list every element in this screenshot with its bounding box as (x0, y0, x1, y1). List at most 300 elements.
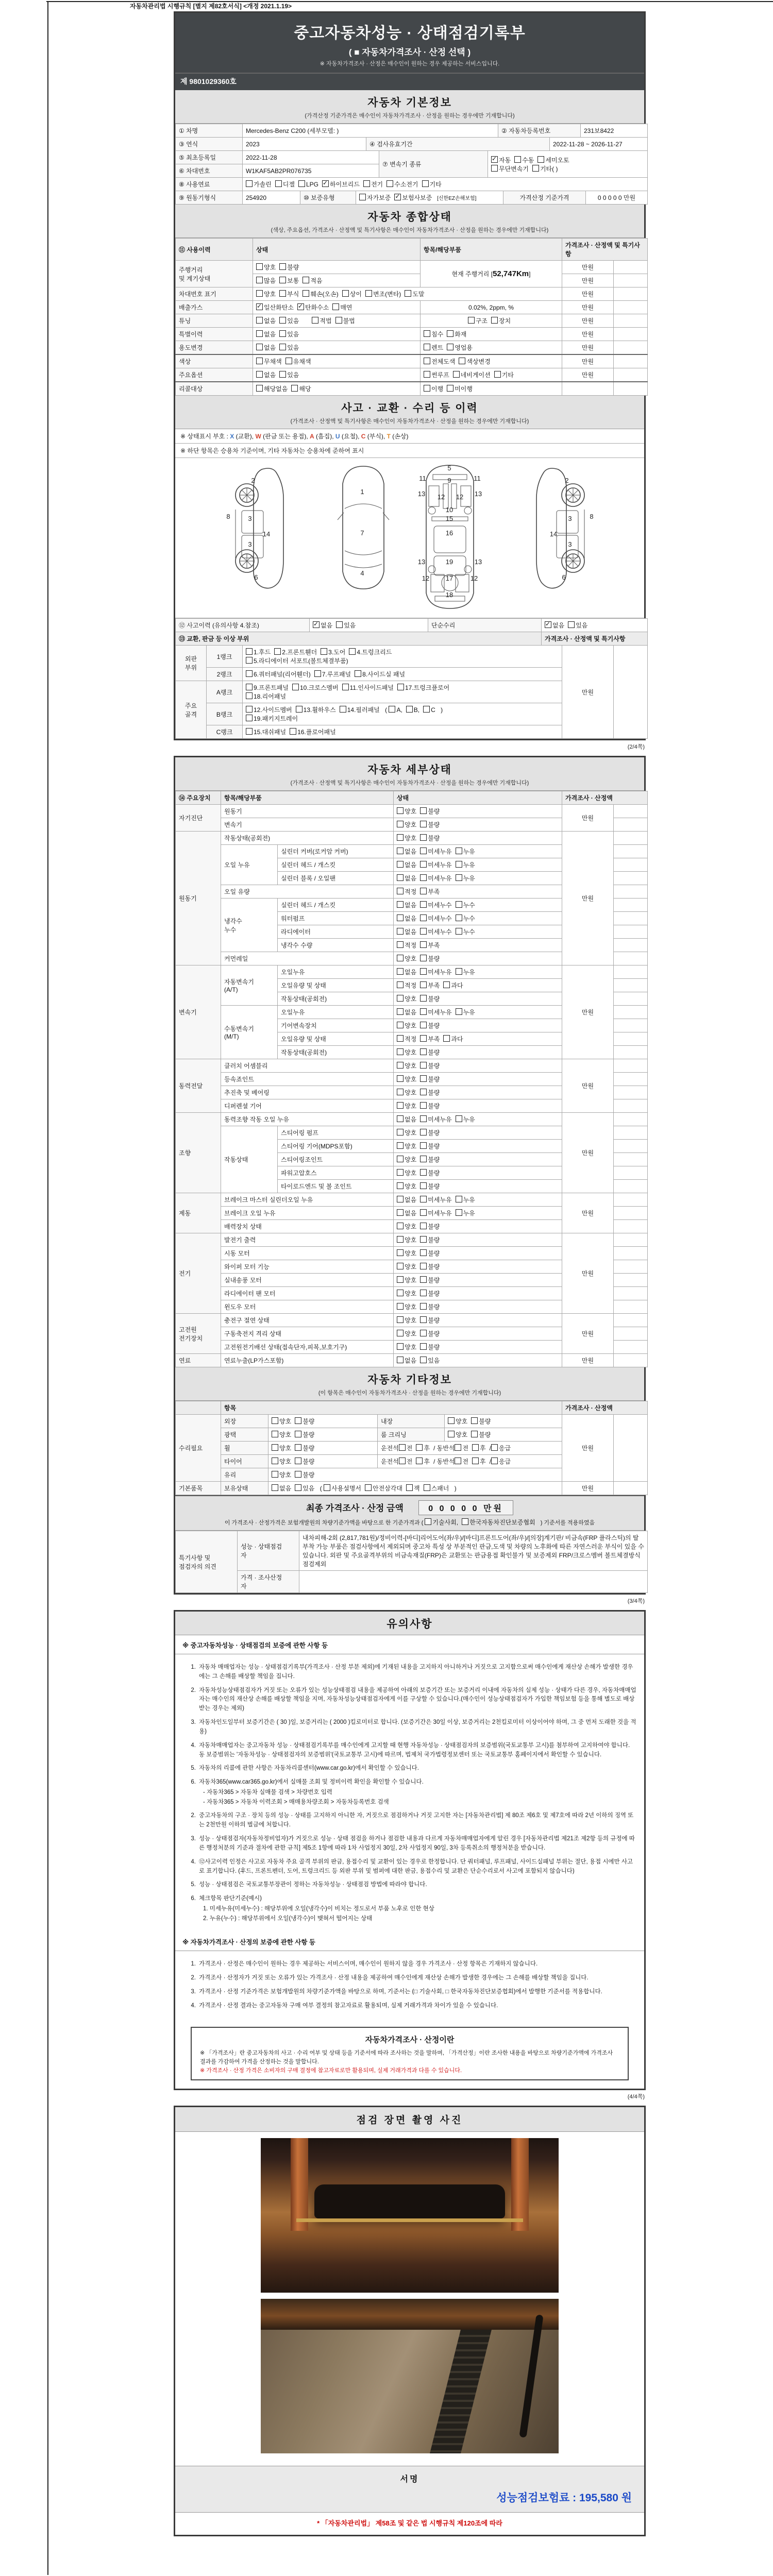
checkbox-불량[interactable] (420, 1142, 440, 1150)
section-basic-subtitle: (가격산정 기준가격은 매수인이 자동차가격조사 · 산정을 원하는 경우에만 기재합니다) (305, 113, 515, 119)
checkbox-label: 있음 (344, 622, 356, 629)
checkbox-양호[interactable] (397, 1222, 416, 1231)
checkbox-응급[interactable] (491, 1444, 511, 1452)
checkbox-양호[interactable] (397, 1262, 416, 1271)
checkbox-불량[interactable] (420, 834, 440, 842)
cell: 냉각수 수량 (278, 939, 394, 952)
checkbox-box-icon (386, 180, 393, 187)
checkbox-box-icon (420, 1236, 427, 1243)
checkbox-양호[interactable] (448, 1417, 467, 1426)
checkbox-전체도색[interactable] (424, 357, 455, 366)
checkbox-전[interactable] (455, 1444, 468, 1452)
checkbox-불량[interactable] (420, 820, 440, 829)
checkbox-보통[interactable] (279, 276, 299, 285)
checkbox-미세누수[interactable] (420, 901, 451, 909)
checkbox-label: C (431, 706, 435, 714)
checkbox-미세누유[interactable] (420, 860, 451, 869)
checkbox-이행[interactable] (424, 384, 443, 393)
checkbox-양호[interactable] (397, 834, 416, 842)
checkbox-label: 없음 (405, 861, 417, 869)
checkbox-label: 없음 (405, 902, 417, 909)
checkbox-누유[interactable] (456, 1115, 475, 1124)
checkbox-18.리어패널[interactable] (246, 692, 286, 701)
checkbox-적정[interactable] (397, 941, 416, 950)
checkbox-label: 미세누유 (428, 969, 452, 976)
checkbox-적법[interactable] (312, 316, 331, 325)
checkbox-후[interactable] (416, 1457, 430, 1466)
checkbox-기술사회[interactable]: 기술사회, (425, 1518, 458, 1527)
checkbox-label: 없음 (264, 317, 276, 325)
checkbox-box-icon (456, 1196, 462, 1202)
cell (356, 191, 503, 205)
cell: 수동변속기 (M/T) (221, 1006, 278, 1059)
checkbox-누유[interactable] (456, 1008, 475, 1016)
checkbox-불량[interactable] (420, 1316, 440, 1325)
checkbox-box-icon (420, 1156, 427, 1162)
checkbox-불량[interactable] (420, 1343, 440, 1351)
checkbox-6.쿼터패널(리어휀더)[interactable] (246, 670, 311, 679)
checkbox-label: 누유 (463, 875, 475, 882)
checkbox-부족[interactable] (420, 887, 440, 896)
checkbox-불량[interactable] (295, 1470, 314, 1479)
checkbox-없음[interactable] (397, 847, 416, 856)
checkbox-미세누수[interactable] (420, 914, 451, 923)
checkbox-box-icon (420, 1022, 427, 1028)
checkbox-box-icon (399, 1444, 406, 1451)
checkbox-있음[interactable] (295, 1484, 314, 1493)
checkbox-응급[interactable] (491, 1457, 511, 1466)
checkbox-양호[interactable] (448, 1430, 467, 1439)
checkbox-수동[interactable] (514, 156, 534, 164)
checkbox-없음[interactable] (397, 1008, 416, 1016)
notice-item-text: ⑫사고이력 인정은 사고로 자동차 주요 골격 부위의 판금, 용접수리 및 교환이 있는 경우로 한정합니다. 단 쿼터패널, 루프패널, 사이드실패널 부위는 절단, 용접 시에만 사고로 표기합니다. (후드, 프론트펜더, 도어, 트렁크리드 등 외판 부위 및 범퍼에 대한 판금, 용접수리 및 교환은 단순수리로서 사고에 포함되지 않습니다) (199, 1858, 633, 1874)
cell (268, 1415, 378, 1428)
checkbox-label: 침수 (431, 331, 444, 338)
cell (614, 992, 648, 1006)
checkbox-전[interactable] (399, 1457, 413, 1466)
checkbox-해당없음[interactable] (256, 384, 288, 393)
checkbox-label: 있음 (287, 331, 299, 338)
checkbox-label: 양호 (264, 291, 276, 298)
cell: 파워고압호스 (278, 1166, 394, 1180)
checkbox-불량[interactable] (420, 807, 440, 816)
checkbox-후[interactable] (472, 1444, 486, 1452)
checkbox-부식[interactable] (279, 290, 299, 298)
checkbox-양호[interactable] (272, 1417, 291, 1426)
checkbox-없음[interactable] (256, 330, 276, 338)
checkbox-양호[interactable] (397, 1182, 416, 1191)
checkbox-후[interactable] (416, 1444, 430, 1452)
checkbox-4.트렁크리드[interactable] (349, 648, 392, 656)
checkbox-불량[interactable] (295, 1457, 314, 1466)
checkbox-7.루프패널[interactable] (314, 670, 351, 679)
checkbox-해당[interactable] (291, 384, 311, 393)
checkbox-없음[interactable] (256, 343, 276, 352)
checkbox-양호[interactable] (397, 1235, 416, 1244)
checkbox-누유[interactable] (456, 968, 475, 976)
checkbox-양호[interactable] (397, 1276, 416, 1284)
cell (394, 952, 562, 965)
checkbox-가솔린[interactable] (246, 180, 272, 189)
checkbox-label: 미세누유 (428, 861, 452, 869)
cell (299, 1571, 648, 1593)
checkbox-있음[interactable] (420, 1356, 440, 1365)
checkbox-불량[interactable] (420, 1128, 440, 1137)
checkbox-미세누유[interactable] (420, 1195, 451, 1204)
checkbox-3.도어[interactable] (321, 648, 345, 656)
checkbox-19.패키지트레이[interactable] (246, 714, 298, 723)
checkbox-불량[interactable] (471, 1417, 491, 1426)
checkbox-양호[interactable] (397, 1168, 416, 1177)
checkbox-없음[interactable] (397, 1209, 416, 1217)
checkbox-누수[interactable] (456, 914, 475, 923)
checkbox-세미오토[interactable] (537, 156, 569, 164)
cell: 등속죠인트 (221, 1073, 394, 1086)
checkbox-label: 불량 (428, 1344, 440, 1351)
checkbox-불량[interactable] (420, 1289, 440, 1298)
checkbox-없음[interactable] (545, 621, 564, 630)
checkbox-label: 양호 (405, 1089, 417, 1096)
cell (394, 805, 562, 818)
checkbox-불법[interactable] (335, 316, 355, 325)
section-other-title: 자동차 기타정보 (367, 1374, 452, 1386)
checkbox-양호[interactable] (397, 1289, 416, 1298)
checkbox-구조[interactable] (468, 316, 488, 325)
checkbox-불량[interactable] (420, 1075, 440, 1083)
checkbox-LPG[interactable] (298, 180, 318, 188)
checkbox-양호[interactable] (397, 954, 416, 963)
checkbox-label: 양호 (405, 1062, 417, 1070)
checkbox-box-icon (295, 1458, 301, 1464)
checkbox-일산화탄소[interactable] (256, 303, 294, 312)
notice-item-text: 가격조사 · 산정 결과는 중고자동차 구매 여부 결정의 참고자료로 활용되며, 실제 거래가격과 차이가 있을 수 있습니다. (199, 2002, 498, 2009)
checkbox-있음[interactable] (279, 330, 299, 338)
checkbox-label: 양호 (405, 1277, 417, 1284)
notice-item-subline: 2. 누유(누수) : 해당부위에서 오일(냉각수)이 맺혀서 떨어지는 상태 (203, 1916, 373, 1922)
checkbox-10.크로스멤버[interactable] (292, 683, 339, 692)
checkbox-전기[interactable] (363, 180, 383, 189)
checkbox-불량[interactable] (420, 1021, 440, 1030)
cell: 타이로드엔드 및 볼 조인트 (278, 1180, 394, 1193)
row-label: 변속기 (176, 965, 221, 1059)
checkbox-누수[interactable] (456, 927, 475, 936)
checkbox-부족[interactable] (420, 981, 440, 990)
checkbox-label: 있음 (287, 344, 299, 351)
checkbox-많음[interactable] (256, 276, 276, 285)
checkbox-box-icon (420, 1048, 427, 1055)
checkbox-없음[interactable] (256, 316, 276, 325)
checkbox-불량[interactable] (420, 1182, 440, 1191)
checkbox-색상변경[interactable] (459, 357, 490, 366)
checkbox-없음[interactable] (256, 370, 276, 379)
checkbox-불량[interactable] (295, 1430, 314, 1439)
checkbox-부족[interactable] (420, 1035, 440, 1043)
checkbox-없음[interactable] (397, 927, 416, 936)
row-label: 주요 골격 (176, 681, 207, 739)
part-number-10: 10 (445, 506, 453, 514)
checkbox-불량[interactable] (420, 1155, 440, 1164)
part-number-12: 12 (422, 574, 429, 582)
checkbox-16.플로어패널[interactable] (290, 727, 336, 736)
row-label: 동력전달 (176, 1059, 221, 1113)
checkbox-무채색[interactable] (256, 357, 282, 366)
checkbox-없음[interactable] (397, 901, 416, 909)
checkbox-없음[interactable] (397, 1115, 416, 1124)
checkbox-box-icon (456, 861, 462, 868)
checkbox-스패너[interactable] (424, 1484, 449, 1493)
notice-item-subline: - 자동차365 > 자동차 실매물 검색 > 차량번호 입력 (203, 1789, 332, 1795)
checkbox-누유[interactable] (456, 860, 475, 869)
checkbox-13.휠하우스[interactable] (296, 705, 336, 714)
checkbox-적음[interactable] (303, 276, 322, 285)
panel-rank-table (175, 645, 644, 739)
checkbox-11.인사이드패널[interactable] (342, 683, 394, 692)
checkbox-양호[interactable] (272, 1457, 291, 1466)
cell (614, 301, 648, 314)
checkbox-도말[interactable] (405, 290, 424, 298)
checkbox-box-icon (443, 1035, 450, 1042)
checkbox-불량[interactable] (471, 1430, 491, 1439)
checkbox-box-icon (416, 1444, 423, 1451)
checkbox-무단변속기[interactable] (491, 164, 529, 173)
notice-item-text: 자동차매매업자는 중고자동차 성능 · 상태점검기록부를 매수인에게 고지할 때 현행 자동차성능 · 상태점검자의 보증범위(국토교통부 고시)를 첨부하여 고지하여야 합니다. 동 보증범위는 '자동차성능 · 상태점검자의 보증범위'(국토교통부 고시)에 따르며, 법제처 국가법령정보센터 또는 국토교통부 홈페이지에서 확인할 수 있습니다. (199, 1742, 630, 1758)
checkbox-훼손(오손)[interactable] (303, 290, 338, 298)
checkbox-미세누수[interactable] (420, 927, 451, 936)
checkbox-불량[interactable] (420, 1235, 440, 1244)
checkbox-있음[interactable] (279, 343, 299, 352)
checkbox-label: 과다 (451, 1036, 463, 1043)
checkbox-양호[interactable] (256, 263, 276, 272)
checkbox-안전삼각대[interactable] (365, 1484, 402, 1493)
checkbox-전[interactable] (399, 1444, 413, 1452)
checkbox-불량[interactable] (295, 1417, 314, 1426)
cell (614, 341, 648, 355)
checkbox-양호[interactable] (272, 1430, 291, 1439)
checkbox-양호[interactable] (272, 1444, 291, 1452)
checkbox-불량[interactable] (420, 1329, 440, 1338)
cell (421, 382, 562, 396)
notice-item-text: 체크항목 판단기준(예시) 1. 미세누유(미세누수) : 해당부위에 오일(냉각수)이 비치는 정도로서 부품 노후로 인한 현상 2. 누유(누수) : 해당부위에서 오일(냉각수)이 맺혀서 떨어지는 상태 (199, 1894, 637, 1923)
checkbox-양호[interactable] (397, 994, 416, 1003)
checkbox-없음[interactable] (397, 860, 416, 869)
checkbox-영업용[interactable] (447, 343, 473, 352)
checkbox-기타( )[interactable] (532, 164, 558, 173)
row-label: 성능 · 상태점검 자 (238, 1531, 299, 1571)
checkbox-자동[interactable] (491, 156, 511, 164)
checkbox-없음[interactable] (397, 1195, 416, 1204)
checkbox-과다[interactable] (443, 1035, 463, 1043)
checkbox-양호[interactable] (397, 1249, 416, 1258)
checkbox-탄화수소[interactable] (297, 303, 329, 312)
checkbox-불량[interactable] (420, 1249, 440, 1258)
column-header: 가격조사 · 산정액 (562, 1401, 648, 1415)
checkbox-box-icon (420, 1223, 427, 1229)
checkbox-보험사보증[interactable] (394, 193, 432, 202)
checkbox-누유[interactable] (456, 1209, 475, 1217)
checkbox-양호[interactable] (397, 1021, 416, 1030)
checkbox-미세누유[interactable] (420, 874, 451, 883)
checkbox-label: 있음 (287, 371, 299, 379)
checkbox-썬루프[interactable] (424, 370, 449, 379)
checkbox-양호[interactable] (397, 820, 416, 829)
checkbox-누유[interactable] (456, 1195, 475, 1204)
cell (614, 1019, 648, 1032)
checkbox-양호[interactable] (397, 1101, 416, 1110)
checkbox-적정[interactable] (397, 887, 416, 896)
checkbox-양호[interactable] (397, 1155, 416, 1164)
checkbox-불량[interactable] (420, 1302, 440, 1311)
checkbox-양호[interactable] (397, 1048, 416, 1057)
checkbox-미이행[interactable] (447, 384, 473, 393)
checkbox-있음[interactable] (336, 621, 356, 630)
checkbox-5.라디에이터 서포트(볼트체결부품)[interactable] (246, 656, 348, 665)
checkbox-양호[interactable] (397, 1316, 416, 1325)
checkbox-자가보증[interactable] (359, 193, 391, 202)
page-number-2: (2/4쪽) (627, 744, 645, 750)
checkbox-양호[interactable] (397, 807, 416, 816)
checkbox-A,[interactable] (389, 706, 402, 714)
checkbox-과다[interactable] (443, 981, 463, 990)
checkbox-양호[interactable] (397, 1088, 416, 1097)
checkbox-양호[interactable] (397, 1329, 416, 1338)
checkbox-있음[interactable] (279, 316, 299, 325)
checkbox-9.프론트패널[interactable] (246, 683, 289, 692)
checkbox-불량[interactable] (420, 954, 440, 963)
checkbox-불량[interactable] (420, 994, 440, 1003)
checkbox-불량[interactable] (295, 1444, 314, 1452)
checkbox-없음[interactable] (397, 968, 416, 976)
checkbox-2.프론트휀더[interactable] (274, 648, 317, 656)
checkbox-14.필러패널[interactable] (340, 705, 380, 714)
checkbox-box-icon (274, 648, 281, 655)
checkbox-불량[interactable] (420, 1168, 440, 1177)
checkbox-후[interactable] (472, 1457, 486, 1466)
checkbox-양호[interactable] (397, 1343, 416, 1351)
checkbox-전[interactable] (455, 1457, 468, 1466)
part-number-13: 13 (417, 490, 425, 498)
checkbox-label: 누유 (463, 1009, 475, 1016)
checkbox-불량[interactable] (420, 1101, 440, 1110)
checkbox-누유[interactable] (456, 847, 475, 856)
cell (394, 965, 562, 979)
checkbox-불량[interactable] (420, 1262, 440, 1271)
checkbox-사용설명서[interactable] (324, 1484, 361, 1493)
checkbox-미세누유[interactable] (420, 968, 451, 976)
legend-text: (흠집), (314, 433, 335, 440)
checkbox-불량[interactable] (420, 1048, 440, 1057)
checkbox-양호[interactable] (397, 1075, 416, 1083)
checkbox-양호[interactable] (397, 1061, 416, 1070)
checkbox-box-icon (491, 165, 498, 172)
checkbox-없음[interactable] (272, 1484, 291, 1493)
checkbox-기타[interactable] (422, 180, 442, 189)
checkbox-없음[interactable] (397, 914, 416, 923)
checkbox-양호[interactable] (256, 290, 276, 298)
checkbox-없음[interactable] (397, 1356, 416, 1365)
checkbox-부족[interactable] (420, 941, 440, 950)
checkbox-label: 양호 (405, 1183, 417, 1190)
checkbox-하이브리드[interactable] (322, 180, 360, 189)
checkbox-불량[interactable] (420, 1276, 440, 1284)
checkbox-적정[interactable] (397, 981, 416, 990)
checkbox-label: 불량 (428, 1022, 440, 1029)
checkbox-box-icon (447, 330, 453, 337)
checkbox-불량[interactable] (279, 263, 299, 272)
checkbox-렌트[interactable] (424, 343, 443, 352)
checkbox-네비게이션[interactable] (453, 370, 491, 379)
checkbox-침수[interactable] (424, 330, 443, 338)
checkbox-label: 자동 (499, 156, 511, 164)
section-comp-subtitle: (색상, 주요옵션, 가격조사 · 산정액 및 특기사항은 매수인이 자동차가격조사 · 산정을 원하는 경우에만 기재합니다) (271, 227, 549, 233)
checkbox-양호[interactable] (397, 1128, 416, 1137)
checkbox-불량[interactable] (420, 1222, 440, 1231)
checkbox-없음[interactable] (313, 621, 332, 630)
checkbox-box-icon (290, 728, 296, 735)
checkbox-불량[interactable] (420, 1088, 440, 1097)
checkbox-12.사이드멤버[interactable] (246, 705, 292, 714)
cell (421, 328, 562, 341)
checkbox-잭[interactable] (406, 1484, 420, 1493)
checkbox-미세누유[interactable] (420, 1008, 451, 1016)
column-header: 항목 (221, 1401, 562, 1415)
checkbox-디젤[interactable] (275, 180, 295, 189)
checkbox-있음[interactable] (568, 621, 587, 630)
checkbox-유채색[interactable] (285, 357, 311, 366)
checkbox-8.사이드실 패널[interactable] (355, 670, 405, 679)
checkbox-미세누유[interactable] (420, 1209, 451, 1217)
cell (394, 885, 562, 899)
cell: 작동상태(공회전) (278, 1046, 394, 1059)
checkbox-변조(변타)[interactable] (365, 290, 401, 298)
checkbox-없음[interactable] (397, 874, 416, 883)
checkbox-누수[interactable] (456, 901, 475, 909)
checkbox-17.트렁크플로어[interactable] (397, 683, 449, 692)
checkbox-장치[interactable] (491, 316, 511, 325)
checkbox-화재[interactable] (447, 330, 466, 338)
checkbox-label: 양호 (279, 1418, 292, 1425)
checkbox-label: 있음 (303, 1485, 315, 1492)
checkbox-B,[interactable] (406, 706, 419, 714)
checkbox-미세누유[interactable] (420, 1115, 451, 1124)
checkbox-양호[interactable] (272, 1470, 291, 1479)
checkbox-1.후드[interactable] (246, 648, 271, 656)
checkbox-양호[interactable] (397, 1302, 416, 1311)
checkbox-적정[interactable] (397, 1035, 416, 1043)
checkbox-수소전기[interactable] (386, 180, 418, 189)
checkbox-있음[interactable] (279, 370, 299, 379)
checkbox-매연[interactable] (332, 303, 352, 312)
checkbox-불량[interactable] (420, 1061, 440, 1070)
checkbox-label: 불량 (303, 1418, 315, 1425)
checkbox-label: 응급 (498, 1458, 511, 1465)
part-number-3: 3 (247, 515, 252, 522)
cell (253, 368, 421, 382)
cell: 스티어링조인트 (278, 1153, 394, 1166)
checkbox-C[interactable] (423, 706, 435, 714)
checkbox-양호[interactable] (397, 1142, 416, 1150)
checkbox-15.대쉬패널[interactable] (246, 727, 286, 736)
legend-text: (부식), (365, 433, 387, 440)
row-label: ① 차명 (176, 124, 243, 138)
legend-text: (교환), (234, 433, 256, 440)
checkbox-상이[interactable] (342, 290, 362, 298)
comprehensive-state-table (175, 238, 644, 396)
checkbox-한국자동차진단보증협회[interactable]: 한국자동차진단보증협회 (462, 1518, 535, 1527)
checkbox-기타[interactable] (494, 370, 514, 379)
checkbox-label: 자가보증 (367, 194, 391, 201)
checkbox-누유[interactable] (456, 874, 475, 883)
checkbox-미세누유[interactable] (420, 847, 451, 856)
